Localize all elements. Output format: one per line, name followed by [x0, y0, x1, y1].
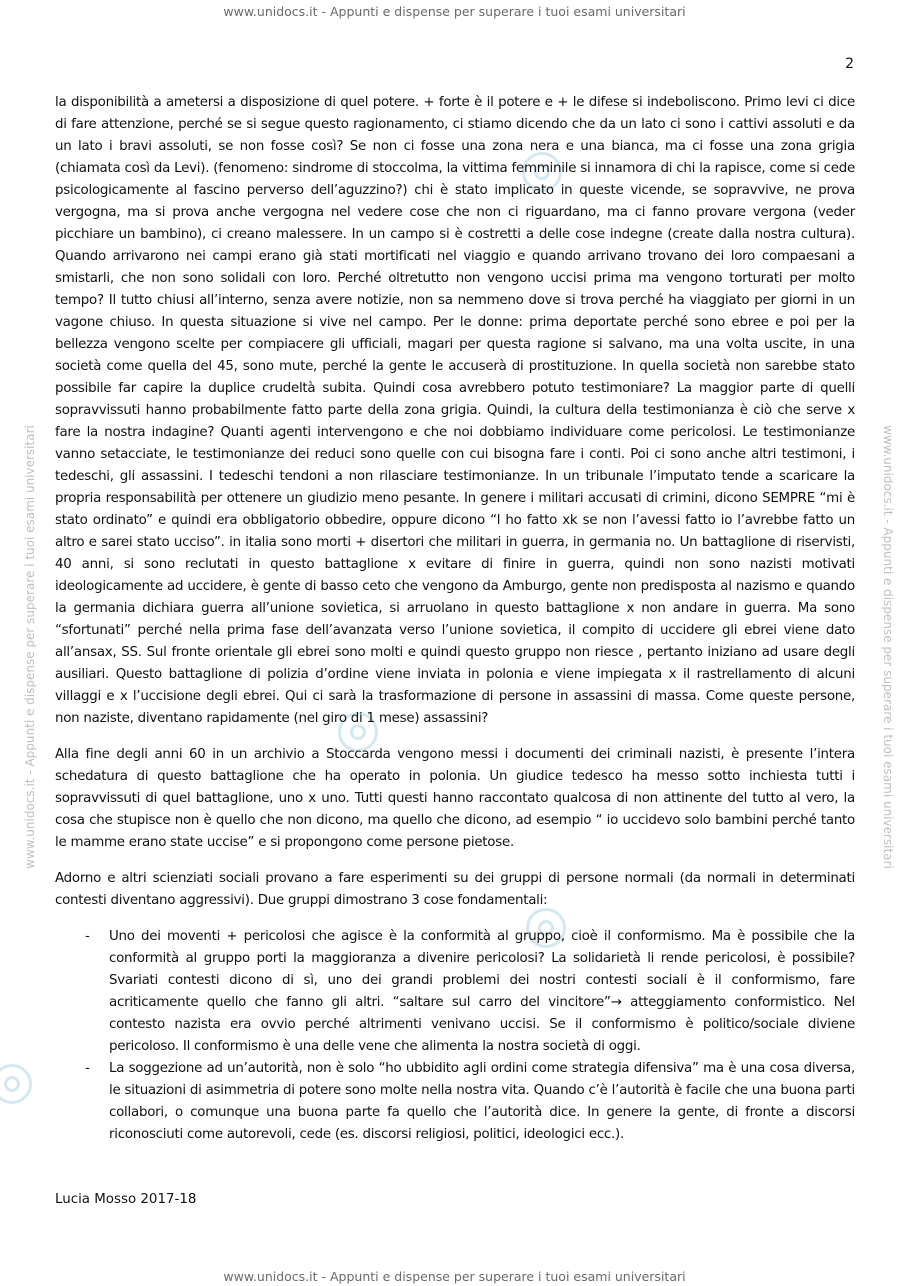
- paragraph: Adorno e altri scienziati sociali provano a fare esperimenti su dei gruppi di persone normali (da normali in determinati contesti diventano aggressivi). Due gruppi dimostrano 3 cose fondamentali:: [55, 871, 855, 908]
- list-item-text: Uno dei moventi + pericolosi che agisce è la conformità al gruppo, cioè il conformismo. Ma è possibile che la conformità al gruppo porti la maggioranza a divenire pericolosi? La solidarietà li rende pericolosi, è possibile? Svariati contesti dicono di sì, uno dei grandi problemi dei nostri contesti sociali è il conformismo, fare acriticamente quello che fanno gli altri. “saltare sul carro del vincitore”→ atteggiamento conformistico. Nel contesto nazista era ovvio perché altrimenti venivano uccisi. Se il conformismo è politico/sociale diviene pericoloso. Il conformismo è una delle vene che alimenta la nostra società di oggi.: [109, 929, 855, 1054]
- list-item-text: La soggezione ad un’autorità, non è solo “ho ubbidito agli ordini come strategia difensiva” ma è una cosa diversa, le situazioni di asimmetria di potere sono molte nella nostra vita. Quando c’è l’autorità è facile che una buona parti collabori, o comunque una buona parte fa quello che l’autorità dice. In genere la gente, di fronte a discorsi riconosciuti come autorevoli, cede (es. discorsi religiosi, politici, ideologici ecc.).: [109, 1061, 855, 1142]
- dash-list: [55, 926, 855, 1146]
- list-item: [55, 926, 855, 1058]
- watermark-bottom: www.unidocs.it - Appunti e dispense per superare i tuoi esami universitari: [223, 1269, 686, 1284]
- footer-author: Lucia Mosso 2017-18: [55, 1192, 197, 1207]
- page-number: 2: [845, 56, 854, 72]
- paragraph: Alla fine degli anni 60 in un archivio a Stoccarda vengono messi i documenti dei criminali nazisti, è presente l’intera schedatura di questo battaglione che ha operato in polonia. Un giudice tedesco ha messo sotto inchiesta tutti i sopravvissuti di quel battaglione, uno x uno. Tutti questi hanno raccontato qualcosa di non attinente del tutto al vero, la cosa che stupisce non è quello che non dicono, ma quello che dicono, ad esempio “ io uccidevo solo bambini perché tanto le mamme erano state uccise” e si propongono come persone pietose.: [55, 747, 855, 850]
- watermark-right: www.unidocs.it - Appunti e dispense per superare i tuoi esami universitari: [881, 425, 895, 869]
- document-body: [55, 92, 855, 1146]
- list-bullet: -: [85, 929, 90, 944]
- unidocs-logo-icon: [0, 1064, 32, 1104]
- watermark-left: www.unidocs.it - Appunti e dispense per superare i tuoi esami universitari: [23, 425, 37, 869]
- list-item: [55, 1058, 855, 1146]
- watermark-top: www.unidocs.it - Appunti e dispense per superare i tuoi esami universitari: [223, 4, 686, 19]
- list-bullet: -: [85, 1061, 90, 1076]
- paragraph: la disponibilità a ametersi a disposizione di quel potere. + forte è il potere e + le difese si indeboliscono. Primo levi ci dice di fare attenzione, perché se si segue questo ragionamento, ci stiamo dicendo che da un lato ci sono i cattivi assoluti e da un lato i bravi assoluti, se non fosse così? Se non ci fosse una zona nera e una bianca, ma ci fosse una zona grigia (chiamata così da Levi). (fenomeno: sindrome di stoccolma, la vittima femminile si innamora di chi la rapisce, come si cede psicologicamente al fascino perverso dell’aguzzino?) chi è stato implicato in queste vicende, se sopravvive, ne prova vergogna, ma si prova anche vergogna nel vedere cose che non ci riguardano, ma ci fanno provare vergona (veder picchiare un bambino), ci creano malessere. In un campo si è costretti a delle cose indegne (create dalla nostra cultura). Quando arrivarono nei campi erano già stati mortificati nel viaggio e quando arrivano trovano dei loro compaesani a smistarli, che non sono solidali con loro. Perché oltretutto non vengono uccisi prima ma vengono torturati per molto tempo? Il tutto chiusi all’interno, senza avere notizie, non sa nemmeno dove si trova perché ha viaggiato per giorni in un vagone chiuso. In questa situazione si vive nel campo. Per le donne: prima deportate perché sono ebree e poi per la bellezza vengono scelte per compiacere gli ufficiali, magari per questa ragione si salvano, ma una volta uscite, in una società come quella del 45, sono mute, perché la gente le accuserà di prostituzione. In quella società non sarebbe stato possibile far capire la duplice crudeltà subita. Quindi cosa avrebbero potuto testimoniare? La maggior parte di quelli sopravvissuti hanno probabilmente fatto parte della zona grigia. Quindi, la cultura della testimonianza è ciò che serve x fare la nostra indagine? Quanti agenti intervengono e che noi dobbiamo individuare come pericolosi. Le testimonianze vanno setacciate, le testimonianze dei reduci sono quelle con cui bisogna fare i conti. Poi ci sono anche altri testimoni, i tedeschi, gli assassini. I tedeschi tendoni a non rilasciare testimonianze. In un tribunale l’imputato tende a scaricare la propria responsabilità per ottenere un giudizio meno pesante. In genere i militari accusati di crimini, dicono SEMPRE “mi è stato ordinato” e quindi era obbligatorio obbedire, oppure dicono “l ho fatto xk se non l’avessi fatto io l’avrebbe fatto un altro e sarei stato ucciso”. in italia sono morti + disertori che militari in guerra, in germania no. Un battaglione di riservisti, 40 anni, si sono reclutati in questo battaglione x evitare di finire in guerra, quindi non sono nazisti motivati ideologicamente ad uccidere, è gente di basso ceto che vengono da Amburgo, gente non predisposta al nazismo e quando la germania dichiara guerra all’unione sovietica, si arruolano in questo battaglione x non andare in guerra. Ma sono “sfortunati” perché nella prima fase dell’avanzata verso l’unione sovietica, il compito di uccidere gli ebrei viene dato all’ansax, SS. Sul fronte orientale gli ebrei sono molti e quindi questo gruppo non riesce , pertanto iniziano ad usare degli ausiliari. Questo battaglione di polizia d’ordine viene inviata in polonia e viene impiegata x il rastrellamento di alcuni villaggi e x l’uccisione degli ebrei. Qui ci sarà la trasformazione di persone in assassini di massa. Come queste persone, non naziste, diventano rapidamente (nel giro di 1 mese) assassini?: [55, 95, 855, 726]
